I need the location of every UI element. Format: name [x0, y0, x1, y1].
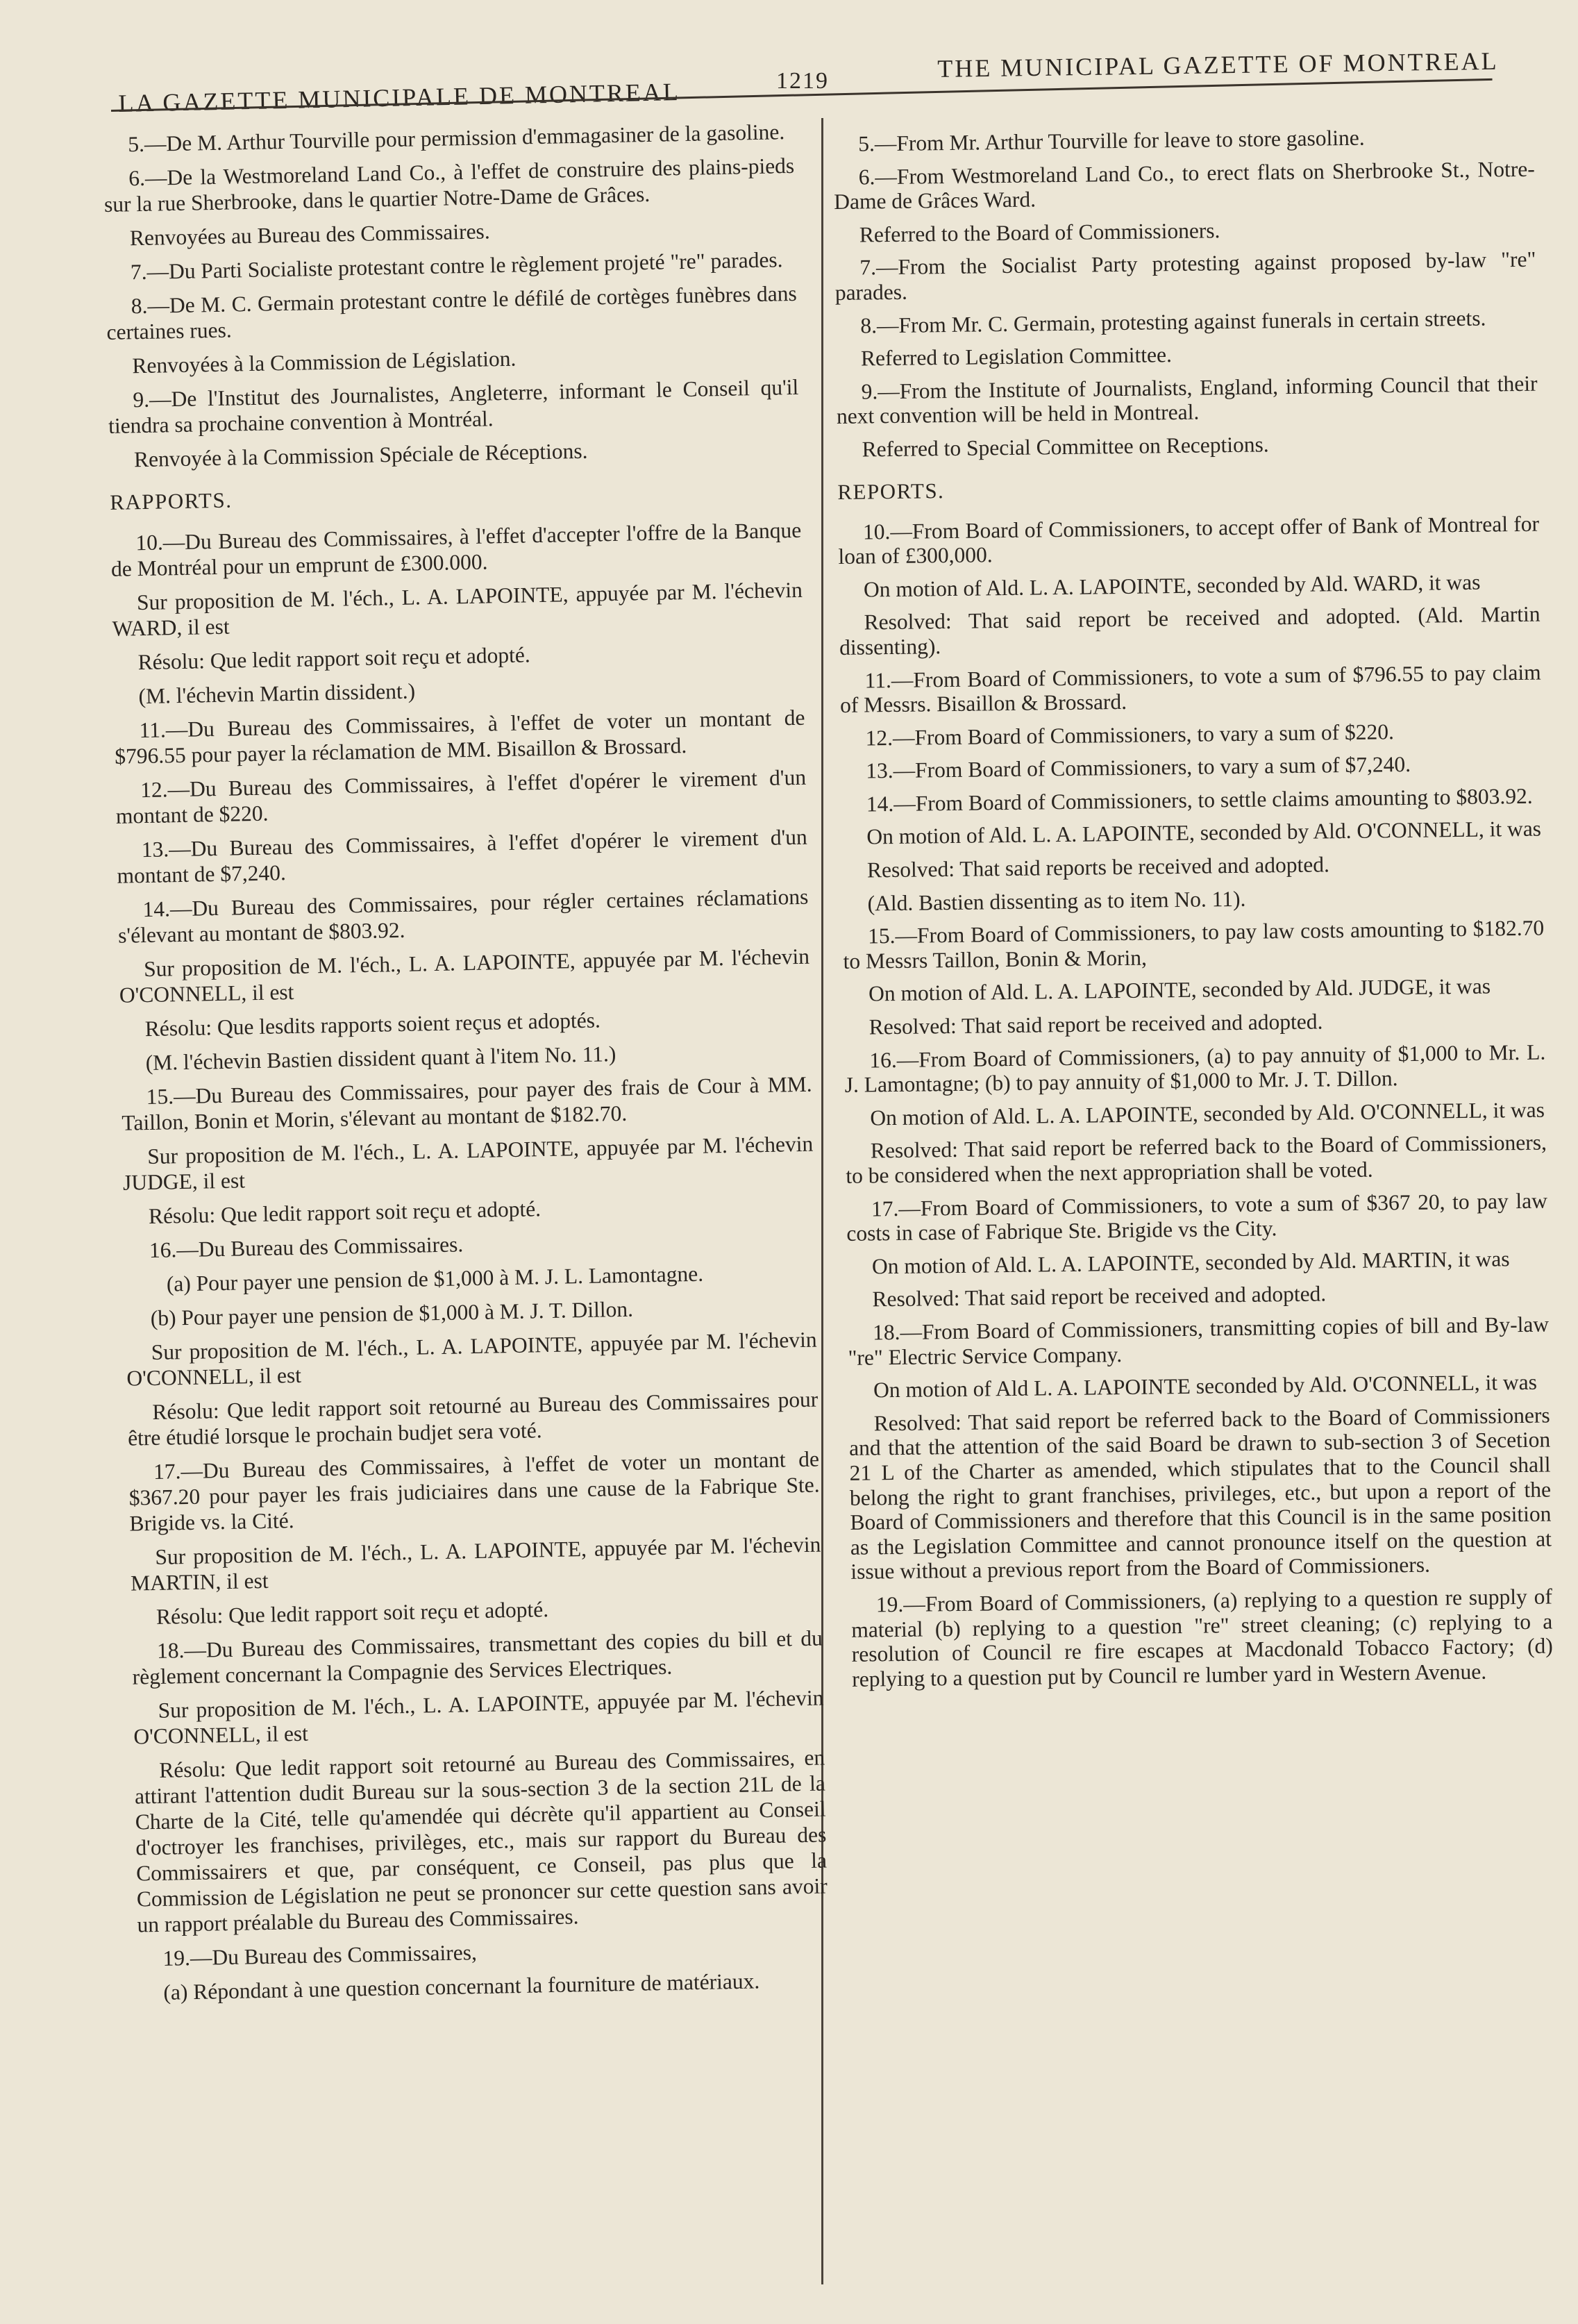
french-paragraph: (b) Pour payer une pension de $1,000 à M. J. T. Dillon.	[150, 1296, 634, 1330]
french-paragraph: Renvoyées au Bureau des Commissaires.	[129, 219, 490, 251]
english-paragraph: On motion of Ald. L. A. LAPOINTE, seconded by Ald. MARTIN, it was	[871, 1246, 1510, 1279]
french-paragraph: 7.—Du Parti Socialiste protestant contre le règlement projeté "re" parades.	[130, 247, 783, 285]
french-paragraph: Sur proposition de M. l'éch., L. A. LAPOINTE, appuyée par M. l'échevin O'CONNELL, il est	[126, 1327, 817, 1391]
english-paragraph: Referred to Special Committee on Receptions.	[862, 432, 1269, 462]
english-paragraph: 17.—From Board of Commissioners, to vote a sum of $367 20, to pay law costs in case of Fabrique Ste. Brigide vs the City.	[846, 1188, 1548, 1246]
french-paragraph: (a) Pour payer une pension de $1,000 à M. J. L. Lamontagne.	[166, 1261, 704, 1296]
french-paragraph: 8.—De M. C. Germain protestant contre le défilé de cortèges funèbres dans certaines rues.	[106, 281, 797, 344]
english-paragraph: Referred to Legislation Committee.	[860, 342, 1173, 371]
page-header	[0, 49, 1578, 125]
french-paragraph: 10.—Du Bureau des Commissaires, à l'effet d'accepter l'offre de la Banque de Montréal pour un emprunt de £300.000.	[110, 517, 802, 581]
english-paragraph: On motion of Ald L. A. LAPOINTE seconded by Ald. O'CONNELL, it was	[873, 1369, 1538, 1403]
english-paragraph: 19.—From Board of Commissioners, (a) replying to a question re supply of material (b) replying to a question "re" street cleaning; (c) replying to a resolution of Council re fire escapes at Macdonald Tobacco Factory; (d) replying to a question put by Council re lumber yard in Western Avenue.	[851, 1584, 1553, 1691]
french-paragraph: 13.—Du Bureau des Commissaires, à l'effet d'opérer le virement d'un montant de $7,240.	[117, 824, 808, 888]
french-paragraph: 14.—Du Bureau des Commissaires, pour régler certaines réclamations s'élevant au montant de $803.92.	[117, 884, 809, 948]
french-column	[103, 119, 830, 2014]
english-paragraph: On motion of Ald. L. A. LAPOINTE, seconded by Ald. O'CONNELL, it was	[866, 817, 1542, 849]
english-paragraph: 7.—From the Socialist Party protesting against proposed by-law "re" parades.	[834, 247, 1536, 305]
french-paragraph: 15.—Du Bureau des Commissaires, pour payer des frais de Cour à MM. Taillon, Bonin et Morin, s'élevant au montant de $182.70.	[121, 1071, 812, 1135]
french-paragraph: Résolu: Que ledit rapport soit reçu et adopté.	[148, 1196, 542, 1229]
english-paragraph: 14.—From Board of Commissioners, to settle claims amounting to $803.92.	[866, 783, 1533, 817]
french-paragraph: Résolu: Que ledit rapport soit reçu et adopté.	[137, 642, 530, 675]
english-paragraph: Resolved: That said report be received and adopted. (Ald. Martin dissenting).	[839, 601, 1541, 660]
french-paragraph: Sur proposition de M. l'éch., L. A. LAPOINTE, appuyée par M. l'échevin JUDGE, il est	[122, 1131, 814, 1195]
english-running-title: THE MUNICIPAL GAZETTE OF MONTREAL	[937, 47, 1499, 83]
french-paragraph: Sur proposition de M. l'éch., L. A. LAPOINTE, appuyée par M. l'échevin O'CONNELL, il est	[119, 944, 810, 1008]
french-paragraph: 12.—Du Bureau des Commissaires, à l'effet d'opérer le virement d'un montant de $220.	[115, 764, 807, 828]
english-paragraph: (Ald. Bastien dissenting as to item No. 11).	[867, 886, 1246, 916]
english-paragraph: Resolved: That said report be referred back to the Board of Commissioners and that the attention of the said Board be drawn to sub-section 3 of Secetion 21 L of the Charter as amended, which stipulates that to the Council shall belong the right to grant franchises, privileges, etc., but upon a report of the Board of Commissioners and therefore that this Council is in the same position as the Legislation Committee and cannot pronounce itself on the question at issue without a previous report from the Board of Commissioners.	[848, 1403, 1552, 1585]
english-paragraph: Resolved: That said report be received and adopted.	[868, 1009, 1323, 1039]
french-paragraph: (a) Répondant à une question concernant la fourniture de matériaux.	[163, 1968, 760, 2005]
french-running-title: LA GAZETTE MUNICIPALE DE MONTREAL	[118, 78, 681, 117]
english-paragraph: 16.—From Board of Commissioners, (a) to pay annuity of $1,000 to Mr. L. J. Lamontagne; (b) to pay annuity of $1,000 to Mr. J. T. Dillon.	[844, 1039, 1546, 1098]
english-paragraph: 8.—From Mr. C. Germain, protesting against funerals in certain streets.	[860, 306, 1486, 338]
page-number: 1219	[776, 68, 829, 94]
english-paragraph: 6.—From Westmoreland Land Co., to erect flats on Sherbrooke St., Notre-Dame de Grâces Ward.	[834, 156, 1535, 215]
english-paragraph: 11.—From Board of Commissioners, to vote a sum of $796.55 to pay claim of Messrs. Bisaillon & Brossard.	[839, 660, 1541, 718]
english-paragraph: 10.—From Board of Commissioners, to accept offer of Bank of Montreal for loan of £300,000.	[838, 511, 1540, 569]
english-paragraph: 18.—From Board of Commissioners, transmitting copies of bill and By-law "re" Electric Service Company.	[848, 1312, 1550, 1370]
french-paragraph: Renvoyée à la Commission Spéciale de Réceptions.	[133, 438, 588, 472]
english-paragraph: On motion of Ald. L. A. LAPOINTE, seconded by Ald. O'CONNELL, it was	[870, 1097, 1545, 1130]
french-paragraph: 9.—De l'Institut des Journalistes, Angleterre, informant le Conseil qu'il tiendra sa prochaine convention à Montréal.	[108, 374, 799, 438]
french-paragraph: Résolu: Que ledit rapport soit retourné au Bureau des Commissaires pour être étudié lorsque le prochain budjet sera voté.	[127, 1387, 819, 1451]
french-paragraph: 5.—De M. Arthur Tourville pour permission d'emmagasiner de la gasoline.	[128, 119, 785, 157]
english-paragraph: Resolved: That said report be referred back to the Board of Commissioners, to be considered when the next appropriation shall be voted.	[846, 1130, 1547, 1188]
english-paragraph: 12.—From Board of Commissioners, to vary a sum of $220.	[865, 719, 1395, 751]
french-paragraph: (M. l'échevin Bastien dissident quant à l'item No. 11.)	[145, 1042, 616, 1076]
french-paragraph: 19.—Du Bureau des Commissaires,	[162, 1940, 478, 1971]
english-paragraph: On motion of Ald. L. A. LAPOINTE, seconded by Ald. WARD, it was	[863, 569, 1481, 602]
french-paragraph: Résolu: Que ledit rapport soit retourné au Bureau des Commissaires, en attirant l'attention dudit Bureau sur la sous-section 3 de la section 21L de la Charte de la Cité, telle qu'amendée qui décrète qu'il appartient au Conseil d'octroyer les franchises, privilèges, etc., mais sur rapport du Bureau des Commissairers et que, par conséquent, ce Conseil, pas plus que la Commission de Législation ne peut se prononcer sur cette question sans avoir un rapport préalable du Bureau des Commissaires.	[134, 1745, 828, 1937]
english-paragraph: 13.—From Board of Commissioners, to vary a sum of $7,240.	[866, 752, 1411, 783]
english-paragraph: Resolved: That said reports be received and adopted.	[866, 852, 1330, 883]
french-paragraph: (M. l'échevin Martin dissident.)	[138, 678, 416, 709]
french-paragraph: Sur proposition de M. l'éch., L. A. LAPOINTE, appuyée par M. l'échevin O'CONNELL, il est	[133, 1685, 824, 1749]
english-column	[833, 124, 1554, 1700]
french-paragraph: Résolu: Que ledit rapport soit reçu et adopté.	[156, 1597, 549, 1629]
french-paragraph: 18.—Du Bureau des Commissaires, transmettant des copies du bill et du règlement concernant la Compagnie des Services Electriques.	[132, 1625, 823, 1689]
french-paragraph: Renvoyées à la Commission de Législation.	[132, 346, 517, 378]
french-paragraph: Sur proposition de M. l'éch., L. A. LAPOINTE, appuyée par M. l'échevin WARD, il est	[112, 577, 803, 641]
english-paragraph: 15.—From Board of Commissioners, to pay law costs amounting to $182.70 to Messrs Taillon, Bonin & Morin,	[843, 915, 1545, 973]
french-section-heading: RAPPORTS.	[109, 487, 233, 515]
english-paragraph: 5.—From Mr. Arthur Tourville for leave to store gasoline.	[857, 125, 1365, 156]
french-paragraph: Résolu: Que lesdits rapports soient reçus et adoptés.	[144, 1008, 601, 1042]
english-section-heading: REPORTS.	[837, 478, 945, 504]
french-paragraph: Sur proposition de M. l'éch., L. A. LAPOINTE, appuyée par M. l'échevin MARTIN, il est	[130, 1532, 821, 1596]
french-paragraph: 17.—Du Bureau des Commissaires, à l'effet de voter un montant de $367.20 pour payer les frais judiciaires dans une cause de la Fabrique Ste. Brigide vs. la Cité.	[128, 1446, 820, 1536]
english-paragraph: Resolved: That said report be received and adopted.	[872, 1281, 1327, 1312]
english-paragraph: Referred to the Board of Commissioners.	[859, 217, 1220, 247]
english-paragraph: 9.—From the Institute of Journalists, England, informing Council that their next convention will be held in Montreal.	[836, 371, 1538, 429]
french-paragraph: 11.—Du Bureau des Commissaires, à l'effet de voter un montant de $796.55 pour payer la réclamation de MM. Bisaillon & Brossard.	[114, 705, 805, 769]
french-paragraph: 16.—Du Bureau des Commissaires.	[149, 1232, 464, 1263]
french-paragraph: 6.—De la Westmoreland Land Co., à l'effet de construire des plains-pieds sur la rue Sherbrooke, dans le quartier Notre-Dame de Grâces.	[103, 153, 795, 217]
english-paragraph: On motion of Ald. L. A. LAPOINTE, seconded by Ald. JUDGE, it was	[868, 973, 1491, 1006]
